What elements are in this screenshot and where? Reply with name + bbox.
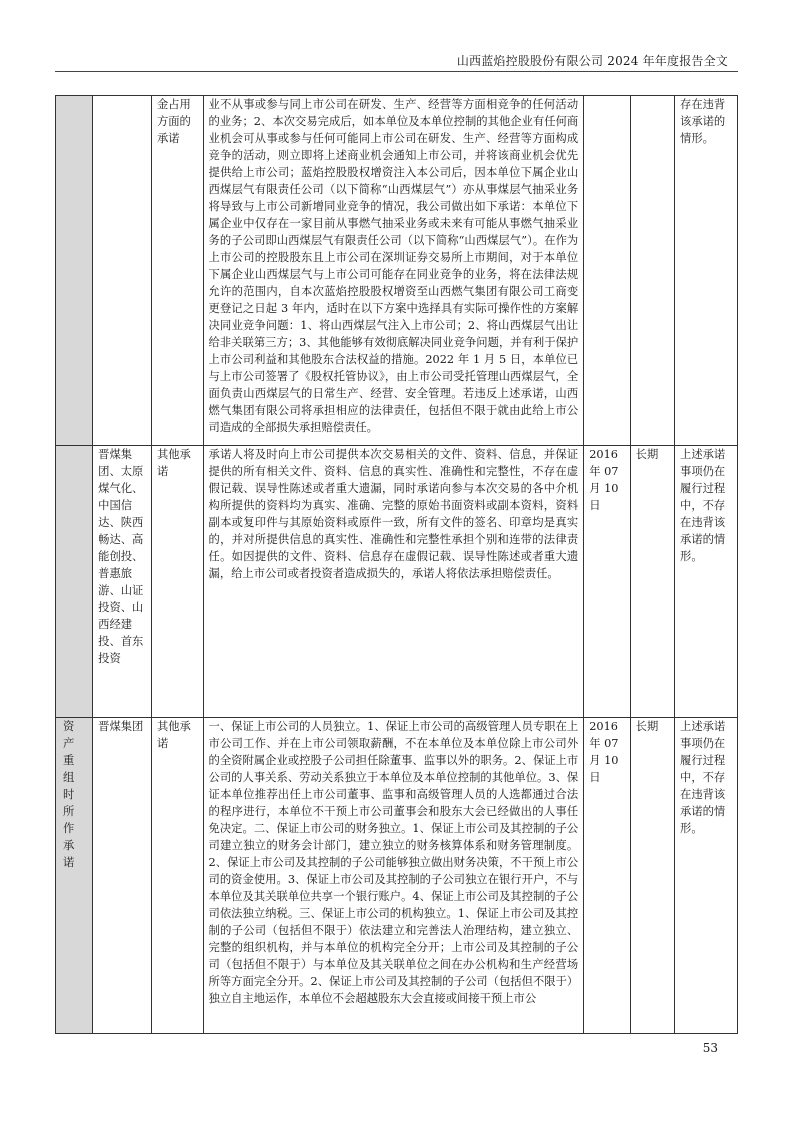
commitment-date-cell: [584, 96, 630, 446]
commitment-party-cell: 晋煤集团: [93, 718, 152, 1034]
commitment-type-cell: 金占用方面的承诺: [151, 96, 203, 446]
report-header-title: 山西蓝焰控股股份有限公司 2024 年年度报告全文: [456, 54, 728, 68]
commitment-category-cell: [56, 96, 93, 446]
commitment-date-cell: 2016 年 07 月 10 日: [584, 446, 630, 718]
commitment-term-cell: 长期: [630, 718, 674, 1034]
commitment-content-cell: 业不从事或参与同上市公司在研发、生产、经营等方面相竞争的任何活动的业务；2、本次交易完成后，如本单位及本单位控制的其他企业有任何商业机会可从事或参与任何可能同上市公司在研发、生产、经营等方面构成竞争的活动，则立即将上述商业机会通知上市公司，并将该商业机会优先提供给上市公司；蓝焰控股股权增资注入本公司后，因本单位下属企业山西煤层气有限责任公司（以下简称“山西煤层气”）亦从事煤层气抽采业务将导致与上市公司新增同业竞争的情况，我公司做出如下承诺：本单位下属企业中仅存在一家目前从事燃气抽采业务或未来有可能从事燃气抽采业务的子公司即山西煤层气有限责任公司（以下简称“山西煤层气”）。在作为上市公司的控股股东且上市公司在深圳证券交易所上市期间，对于本单位下属企业山西煤层气与上市公司可能存在同业竞争的业务，将在法律法规允许的范围内，自本次蓝焰控股股权增资至山西燃气集团有限公司工商变更登记之日起 3 年内，适时在以下方案中选择具有实际可操作性的方案解决同业竞争问题：1、将山西煤层气注入上市公司；2、将山西煤层气出让给非关联第三方；3、其他能够有效彻底解决同业竞争问题，并有利于保护上市公司利益和其他股东合法权益的措施。2022 年 1 月 5 日，本单位已与上市公司签署了《股权托管协议》，由上市公司受托管理山西煤层气，全面负责山西煤层气的日常生产、经营、安全管理。若违反上述承诺，山西燃气集团有限公司将承担相应的法律责任，包括但不限于就由此给上市公司造成的全部损失承担赔偿责任。: [203, 96, 584, 446]
commitment-category-cell: [56, 446, 93, 718]
table-row: [56, 718, 738, 1034]
commitment-status-cell: 上述承诺事项仍在履行过程中，不存在违背该承诺的情形。: [675, 718, 738, 1034]
commitment-date-cell: 2016 年 07 月 10 日: [584, 718, 630, 1034]
table-row: [56, 96, 738, 446]
commitment-status-cell: 存在违背该承诺的情形。: [675, 96, 738, 446]
commitment-term-cell: [630, 96, 674, 446]
commitment-party-cell: [93, 96, 152, 446]
commitment-term-cell: 长期: [630, 446, 674, 718]
commitment-type-cell: 其他承诺: [151, 446, 203, 718]
commitments-table: [55, 95, 738, 1034]
commitment-content-cell: 承诺人将及时向上市公司提供本次交易相关的文件、资料、信息，并保证提供的所有相关文件、资料、信息的真实性、准确性和完整性，不存在虚假记载、误导性陈述或者重大遗漏，同时承诺向参与本次交易的各中介机构所提供的资料均为真实、准确、完整的原始书面资料或副本资料，资料副本或复印件与其原始资料或原件一致，所有文件的签名、印章均是真实的，并对所提供信息的真实性、准确性和完整性承担个别和连带的法律责任。如因提供的文件、资料、信息存在虚假记载、误导性陈述或者重大遗漏，给上市公司或者投资者造成损失的，承诺人将依法承担赔偿责任。: [203, 446, 584, 718]
table-row: [56, 446, 738, 718]
commitment-type-cell: 其他承诺: [151, 718, 203, 1034]
page-number: 53: [702, 1041, 718, 1055]
commitment-category-cell: 资产重组时所作承诺: [56, 718, 93, 1034]
commitment-content-cell: 一、保证上市公司的人员独立。1、保证上市公司的高级管理人员专职在上市公司工作、并在上市公司领取薪酬，不在本单位及本单位除上市公司外的全资附属企业或控股子公司担任除董事、监事以外的职务。2、保证上市公司的人事关系、劳动关系独立于本单位及本单位控制的其他单位。3、保证本单位推荐出任上市公司董事、监事和高级管理人员的人选都通过合法的程序进行，本单位不干预上市公司董事会和股东大会已经做出的人事任免决定。二、保证上市公司的财务独立。1、保证上市公司及其控制的子公司建立独立的财务会计部门，建立独立的财务核算体系和财务管理制度。2、保证上市公司及其控制的子公司能够独立做出财务决策，不干预上市公司的资金使用。3、保证上市公司及其控制的子公司独立在银行开户，不与本单位及其关联单位共享一个银行账户。4、保证上市公司及其控制的子公司依法独立纳税。三、保证上市公司的机构独立。1、保证上市公司及其控制的子公司（包括但不限于）依法建立和完善法人治理结构，建立独立、完整的组织机构，并与本单位的机构完全分开；上市公司及其控制的子公司（包括但不限于）与本单位及其关联单位之间在办公机构和生产经营场所等方面完全分开。2、保证上市公司及其控制的子公司（包括但不限于）独立自主地运作，本单位不会超越股东大会直接或间接干预上市公: [203, 718, 584, 1034]
commitment-party-cell: 晋煤集团、太原煤气化、中国信达、陕西畅达、高能创投、普惠旅游、山证投资、山西经建投、首东投资: [93, 446, 152, 718]
commitment-status-cell: 上述承诺事项仍在履行过程中，不存在违背该承诺的情形。: [675, 446, 738, 718]
header-rule: [55, 71, 738, 72]
